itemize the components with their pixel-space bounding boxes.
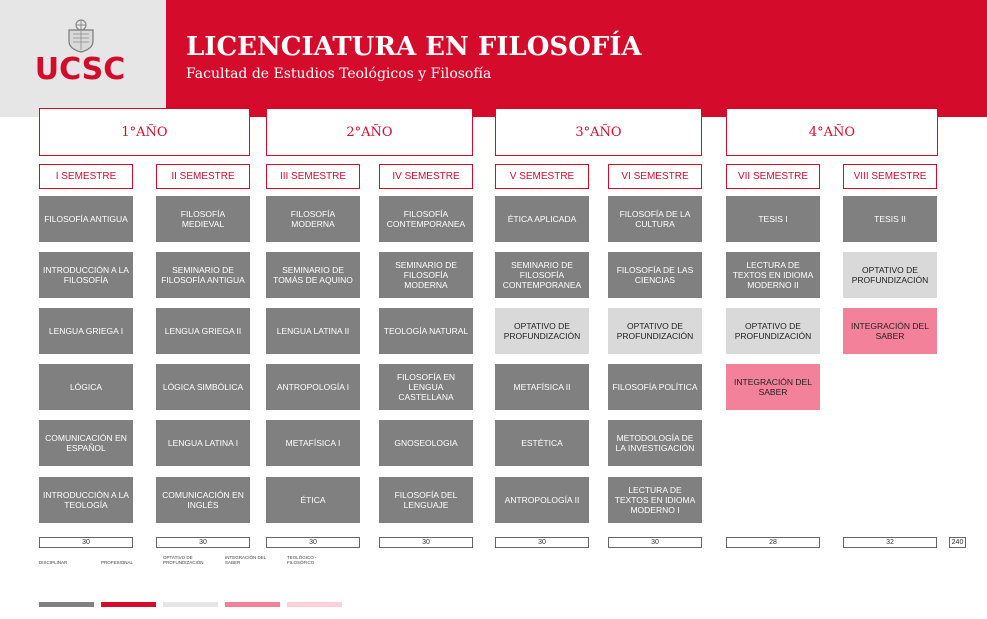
course-box: METODOLOGÍA DE LA INVESTIGACIÓN	[608, 420, 702, 466]
header-banner	[0, 0, 987, 117]
year-header-2: 2°AÑO	[266, 108, 473, 156]
course-box: ÉTICA APLICADA	[495, 196, 589, 242]
semester-header-6: VI SEMESTRE	[608, 164, 702, 189]
semester-header-3: III SEMESTRE	[266, 164, 360, 189]
course-box: INTEGRACIÓN DEL SABER	[843, 308, 937, 354]
legend-swatch	[101, 602, 156, 607]
semester-header-2: II SEMESTRE	[156, 164, 250, 189]
course-box: SEMINARIO DE FILOSOFÍA MODERNA	[379, 252, 473, 298]
semester-credits-3: 30	[266, 537, 360, 548]
semester-credits-5: 30	[495, 537, 589, 548]
semester-credits-2: 30	[156, 537, 250, 548]
course-box: LENGUA LATINA I	[156, 420, 250, 466]
semester-header-5: V SEMESTRE	[495, 164, 589, 189]
page-subtitle: Facultad de Estudios Teológicos y Filosofía	[186, 66, 492, 82]
course-box: FILOSOFÍA ANTIGUA	[39, 196, 133, 242]
page-title: LICENCIATURA EN FILOSOFÍA	[186, 32, 642, 62]
course-box: FILOSOFÍA MEDIEVAL	[156, 196, 250, 242]
legend-label: INTEGRACIÓN DEL SABER	[225, 555, 267, 566]
logo-text: UCSC	[34, 52, 126, 87]
semester-credits-6: 30	[608, 537, 702, 548]
course-box: SEMINARIO DE FILOSOFÍA ANTIGUA	[156, 252, 250, 298]
course-box: LECTURA DE TEXTOS EN IDIOMA MODERNO I	[608, 477, 702, 523]
course-box: SEMINARIO DE FILOSOFÍA CONTEMPORANEA	[495, 252, 589, 298]
course-box: OPTATIVO DE PROFUNDIZACIÓN	[843, 252, 937, 298]
course-box: OPTATIVO DE PROFUNDIZACIÓN	[726, 308, 820, 354]
course-box: ANTROPOLOGÍA I	[266, 364, 360, 410]
semester-credits-4: 30	[379, 537, 473, 548]
course-box: LENGUA GRIEGA II	[156, 308, 250, 354]
course-box: GNOSEOLOGIA	[379, 420, 473, 466]
total-credits: 240	[949, 537, 966, 548]
course-box: METAFÍSICA I	[266, 420, 360, 466]
semester-credits-7: 28	[726, 537, 820, 548]
course-box: INTEGRACIÓN DEL SABER	[726, 364, 820, 410]
year-header-3: 3°AÑO	[495, 108, 702, 156]
course-box: OPTATIVO DE PROFUNDIZACIÓN	[608, 308, 702, 354]
course-box: LENGUA LATINA II	[266, 308, 360, 354]
course-box: INTRODUCCIÓN A LA FILOSOFÍA	[39, 252, 133, 298]
legend-label: TEOLÓGICO - FILOSÓFICO	[287, 555, 317, 566]
course-box: ANTROPOLOGÍA II	[495, 477, 589, 523]
course-box: TESIS II	[843, 196, 937, 242]
course-box: FILOSOFÍA DE LA CULTURA	[608, 196, 702, 242]
legend-swatch	[163, 602, 218, 607]
course-box: OPTATIVO DE PROFUNDIZACIÓN	[495, 308, 589, 354]
course-box: FILOSOFÍA POLÍTICA	[608, 364, 702, 410]
course-box: LECTURA DE TEXTOS EN IDIOMA MODERNO II	[726, 252, 820, 298]
course-box: SEMINARIO DE TOMÁS DE AQUINO	[266, 252, 360, 298]
semester-credits-1: 30	[39, 537, 133, 548]
course-box: COMUNICACIÓN EN INGLÉS	[156, 477, 250, 523]
semester-credits-8: 32	[843, 537, 937, 548]
course-box: FILOSOFÍA DEL LENGUAJE	[379, 477, 473, 523]
course-box: LENGUA GRIEGA I	[39, 308, 133, 354]
semester-header-8: VIII SEMESTRE	[843, 164, 937, 189]
semester-header-4: IV SEMESTRE	[379, 164, 473, 189]
year-header-4: 4°AÑO	[726, 108, 938, 156]
course-box: INTRODUCCIÓN A LA TEOLOGÍA	[39, 477, 133, 523]
course-box: ESTÉTICA	[495, 420, 589, 466]
course-box: FILOSOFÍA CONTEMPORANEA	[379, 196, 473, 242]
course-box: FILOSOFÍA EN LENGUA CASTELLANA	[379, 364, 473, 410]
logo-panel	[0, 0, 166, 117]
course-box: TESIS I	[726, 196, 820, 242]
course-box: LÓGICA	[39, 364, 133, 410]
course-box: FILOSOFÍA MODERNA	[266, 196, 360, 242]
semester-header-1: I SEMESTRE	[39, 164, 133, 189]
course-box: METAFÍSICA II	[495, 364, 589, 410]
year-header-1: 1°AÑO	[39, 108, 250, 156]
semester-header-7: VII SEMESTRE	[726, 164, 820, 189]
legend-swatch	[39, 602, 94, 607]
legend-label: PROFESIONAL	[101, 560, 134, 566]
legend-label: DISCIPLINAR	[39, 560, 68, 566]
course-box: FILOSOFÍA DE LAS CIENCIAS	[608, 252, 702, 298]
course-box: TEOLOGÍA NATURAL	[379, 308, 473, 354]
legend-swatch	[225, 602, 280, 607]
course-box: LÓGICA SIMBÓLICA	[156, 364, 250, 410]
course-box: ÉTICA	[266, 477, 360, 523]
legend-label: OPTATIVO DE PROFUNDIZACIÓN	[163, 555, 204, 566]
legend-swatch	[287, 602, 342, 607]
university-crest-icon	[64, 17, 98, 53]
course-box: COMUNICACIÓN EN ESPAÑOL	[39, 420, 133, 466]
